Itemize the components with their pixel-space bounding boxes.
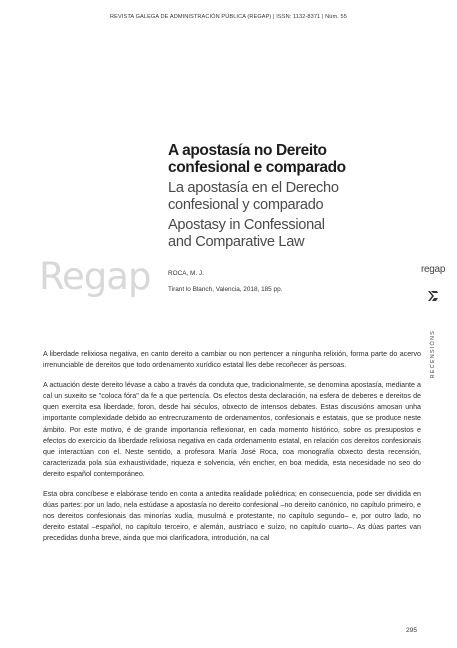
book-publication-info: Tirant lo Blanch, Valencia, 2018, 185 pp. <box>168 286 283 293</box>
body-paragraph-3: Esta obra concíbese e elabórase tendo en conta a antedita realidade poliédrica; en consecuencia, pode ser dividida en dúas partes: por un lado, nela estúdase a apostasía no dereito confesional –no dereito canónico, no capítulo primeiro, e nos dereitos confesionais das minorías xudía, musulmá e protestante, no capítulo segundo– e, por outro lado, no dereito estatal –español, no capítulo terceiro, e alemán, austríaco e suízo, no capítulo cuarto–. As dúas partes van precedidas dunha breve, ainda que moi clarificadora, introdución, na cal <box>43 490 421 543</box>
title-spanish <box>168 180 428 213</box>
title-galician-line-1: A apostasía no Dereito <box>168 142 327 159</box>
title-galician <box>168 142 428 176</box>
body-paragraph-1: A liberdade relixiosa negativa, en canto dereito a cambiar ou non pertencer a ningunha relixión, forma parte do acervo irrenunciable de dereitos que todo ordenamento xurídico estatal lles debe recoñecer ás persoas. <box>43 350 421 370</box>
title-english <box>168 217 428 250</box>
title-galician-line-2: confesional e comparado <box>168 159 346 176</box>
title-block <box>168 142 428 250</box>
regap-emblem-icon <box>423 289 439 308</box>
title-spanish-line-2: confesional y comparado <box>168 196 324 213</box>
body-paragraph-2: A actuación deste dereito lévase a cabo a través da conduta que, tradicionalmente, se denomina apostasía, mediante a cal un suxeito se "coloca fóra" da fe a que pertencía. Os efectos desta declaración, na esfera de deberes e dereitos de quen exercita esa liberdade, foron, desde hai séculos, obxecto de intensos debates. Estas discusións amosan unha importante complexidade debido ao entrecruzamento de ordenamentos, confesionais e estatais, que se produce neste ámbito. Por este motivo, é de grande importancia reflexionar, en cada momento histórico, sobre os presupostos e efectos do exercicio da liberdade relixiosa negativa en cada ordenamento estatal, en relación cos dereitos confesionais que interactúan con el. Neste sentido, a profesora María José Roca, coa monografía obxecto desta recensión, caracterizada pola súa exhaustividade, riqueza e solvencia, vén encher, en boa medida, esta necesidade no seo do dereito español contemporáneo. <box>43 381 421 478</box>
side-regap-logo: regap <box>421 264 446 275</box>
title-english-line-2: and Comparative Law <box>168 233 305 250</box>
journal-header: REVISTA GALEGA DE ADMINISTRACIÓN PÚBLICA (REGAP) | ISSN: 1132-8371 | Núm. 55 <box>110 14 347 20</box>
title-spanish-line-1: La apostasía en el Derecho <box>168 180 339 196</box>
section-label: RECENSIÓNS <box>430 330 436 379</box>
body-text <box>43 349 421 554</box>
page-number: 295 <box>406 627 418 634</box>
title-english-line-1: Apostasy in Confessional <box>168 217 325 233</box>
book-author: ROCA, M. J. <box>168 270 204 277</box>
regap-logo: Regap <box>39 255 151 298</box>
